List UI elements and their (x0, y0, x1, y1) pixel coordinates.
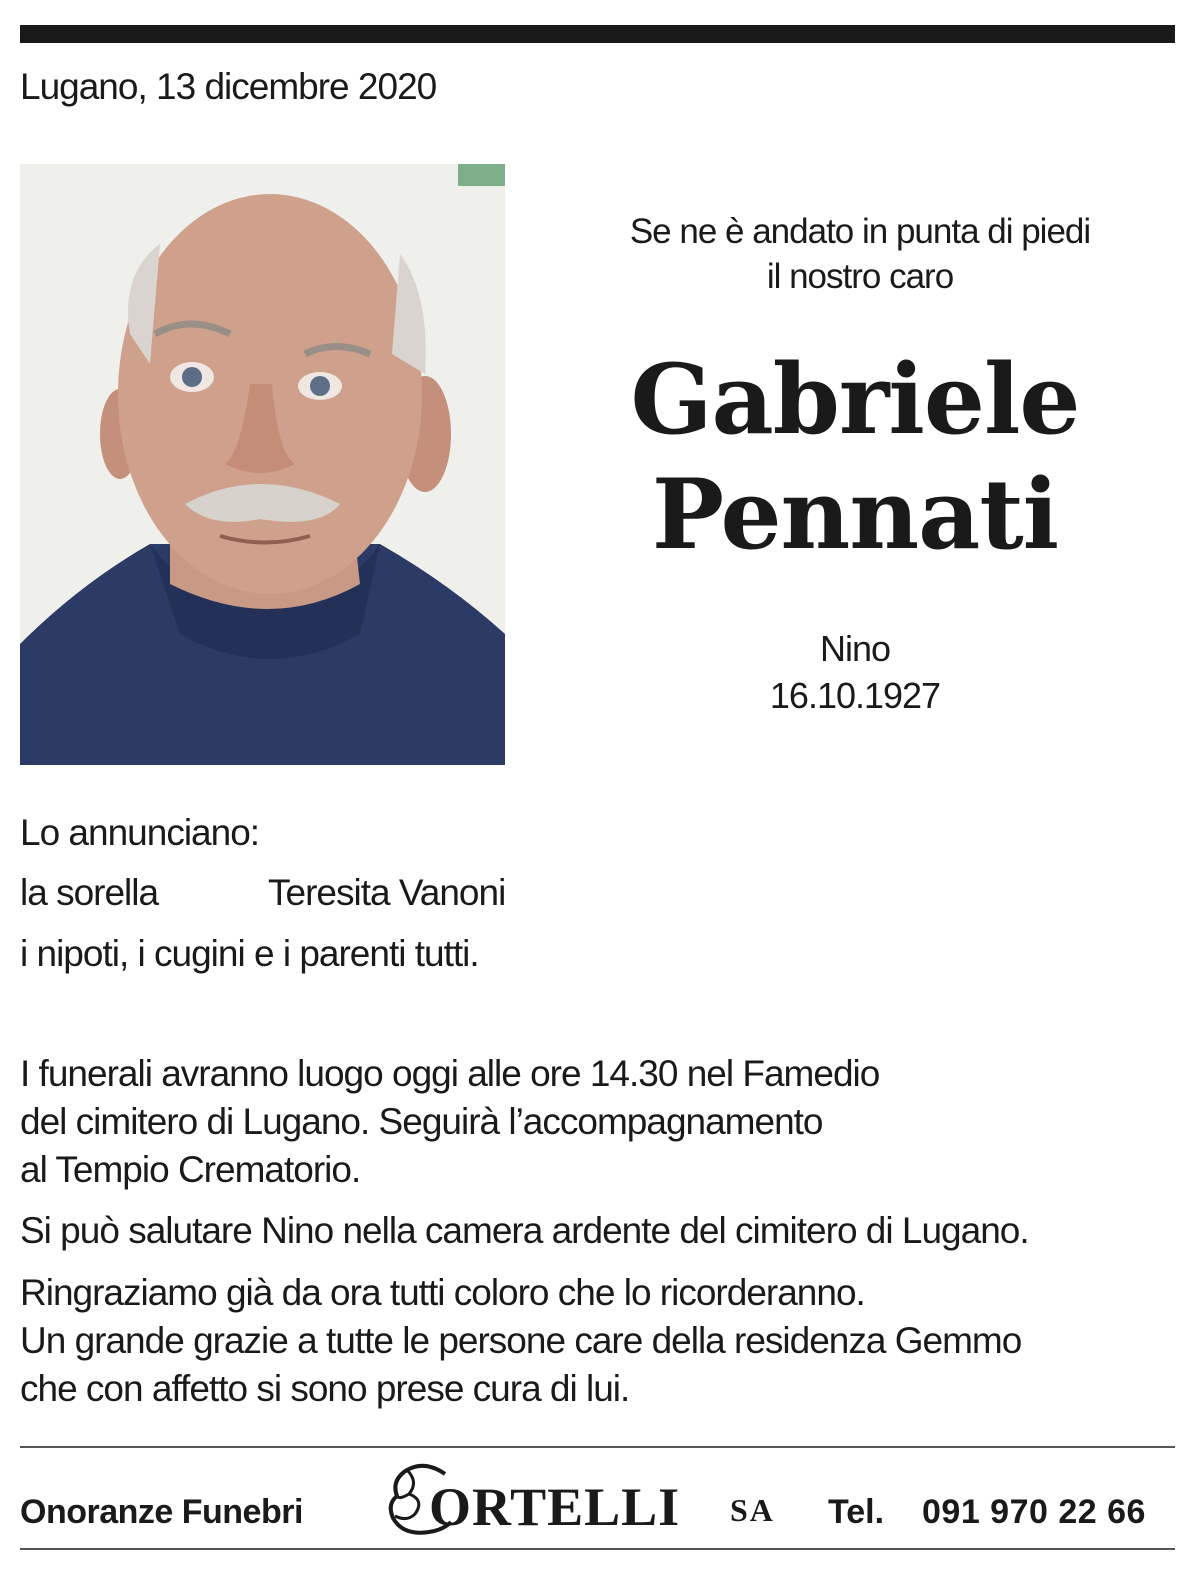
thanks-line-3: che con affetto si sono prese cura di lui. (20, 1368, 630, 1409)
deceased-last-name: Pennati (651, 458, 1059, 571)
company-name: ORTELLI (429, 1477, 681, 1537)
tel-label: Tel. (828, 1493, 885, 1531)
announcer-name: Teresita Vanoni (268, 872, 506, 913)
funeral-info-line-3: al Tempio Crematorio. (20, 1149, 361, 1190)
announcer-relation: la sorella (20, 872, 159, 913)
top-rule (20, 25, 1175, 43)
birth-date: 16.10.1927 (769, 675, 941, 716)
deceased-first-name: Gabriele (630, 343, 1080, 456)
announcers-label: Lo annunciano: (20, 812, 260, 853)
footer-top-rule (20, 1446, 1175, 1448)
portrait-photo (20, 164, 505, 765)
company-logo (385, 1460, 795, 1540)
intro-line-1: Se ne è andato in punta di piedi (629, 212, 1091, 251)
footer-bottom-rule (20, 1548, 1175, 1550)
company-suffix: SA (730, 1492, 775, 1528)
tel-number: 091 970 22 66 (922, 1493, 1146, 1531)
dateline: Lugano, 13 dicembre 2020 (20, 66, 437, 107)
funeral-info-line-2: del cimitero di Lugano. Seguirà l’accompagnamento (20, 1101, 823, 1142)
announcers-others: i nipoti, i cugini e i parenti tutti. (20, 933, 479, 974)
intro-line-2: il nostro caro (766, 257, 954, 296)
thanks-line-2: Un grande grazie a tutte le persone care della residenza Gemmo (20, 1320, 1022, 1361)
deceased-nickname: Nino (819, 628, 891, 669)
thanks-line-1: Ringraziamo già da ora tutti coloro che lo ricorderanno. (20, 1272, 865, 1313)
service-label: Onoranze Funebri (20, 1493, 303, 1531)
visitation-info: Si può salutare Nino nella camera ardente del cimitero di Lugano. (20, 1210, 1029, 1251)
funeral-info-line-1: I funerali avranno luogo oggi alle ore 14.30 nel Famedio (20, 1053, 880, 1094)
